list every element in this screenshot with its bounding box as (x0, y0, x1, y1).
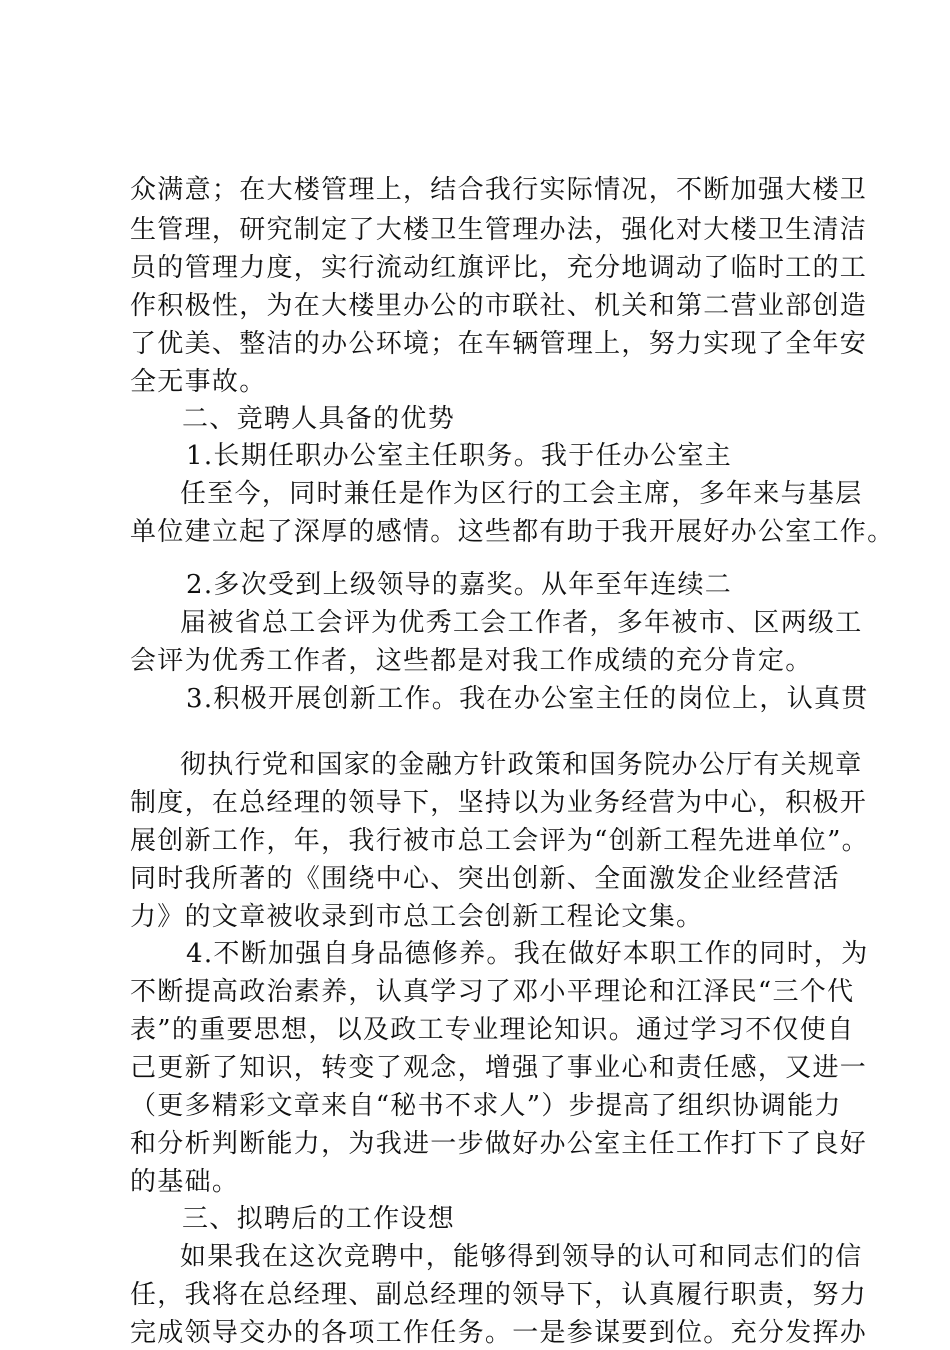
body-line: 任，我将在总经理、副总经理的领导下，认真履行职责，努力 (130, 1280, 868, 1310)
section-heading: 二、竞聘人具备的优势 (182, 404, 456, 434)
body-line: 如果我在这次竞聘中，能够得到领导的认可和同志们的信 (180, 1242, 863, 1272)
list-item: 2.多次受到上级领导的嘉奖。从年至年连续二 (186, 570, 733, 600)
body-line: 届被省总工会评为优秀工会工作者，多年被市、区两级工 (180, 608, 863, 638)
body-line: 制度，在总经理的领导下，坚持以为业务经营为中心，积极开 (130, 788, 868, 818)
body-line: （更多精彩文章来自“秘书不求人”）步提高了组织协调能力 (130, 1091, 842, 1121)
body-line: 单位建立起了深厚的感情。这些都有助于我开展好办公室工作。 (130, 517, 895, 547)
body-line: 展创新工作，年，我行被市总工会评为“创新工程先进单位”。 (130, 826, 869, 856)
list-item: 1.长期任职办公室主任职务。我于任办公室主 (186, 441, 733, 471)
body-line: 表”的重要思想，以及政工专业理论知识。通过学习不仅使自 (130, 1015, 855, 1045)
body-line: 和分析判断能力，为我进一步做好办公室主任工作打下了良好 (130, 1129, 868, 1159)
body-line: 生管理，研究制定了大楼卫生管理办法，强化对大楼卫生清洁 (130, 215, 868, 245)
body-line: 不断提高政治素养，认真学习了邓小平理论和江泽民“三个代 (130, 977, 855, 1007)
section-heading: 三、拟聘后的工作设想 (182, 1204, 456, 1234)
list-item: 3.积极开展创新工作。我在办公室主任的岗位上，认真贯 (186, 684, 869, 714)
body-line: 力》的文章被收录到市总工会创新工程论文集。 (130, 902, 704, 932)
body-line: 己更新了知识，转变了观念，增强了事业心和责任感，又进一 (130, 1053, 868, 1083)
body-line: 全无事故。 (130, 367, 267, 397)
body-line: 员的管理力度，实行流动红旗评比，充分地调动了临时工的工 (130, 253, 868, 283)
body-line: 作积极性，为在大楼里办公的市联社、机关和第二营业部创造 (130, 291, 868, 321)
body-line: 彻执行党和国家的金融方针政策和国务院办公厅有关规章 (180, 750, 863, 780)
body-line: 的基础。 (130, 1167, 240, 1197)
body-line: 会评为优秀工作者，这些都是对我工作成绩的充分肯定。 (130, 646, 813, 676)
list-item: 4.不断加强自身品德修养。我在做好本职工作的同时，为 (186, 939, 869, 969)
body-line: 了优美、整洁的办公环境；在车辆管理上，努力实现了全年安 (130, 329, 868, 359)
body-line: 完成领导交办的各项工作任务。一是参谋要到位。充分发挥办 (130, 1318, 868, 1348)
body-line: 任至今，同时兼任是作为区行的工会主席，多年来与基层 (180, 479, 863, 509)
body-line: 同时我所著的《围绕中心、突出创新、全面激发企业经营活 (130, 864, 840, 894)
body-line: 众满意；在大楼管理上，结合我行实际情况，不断加强大楼卫 (130, 175, 868, 205)
